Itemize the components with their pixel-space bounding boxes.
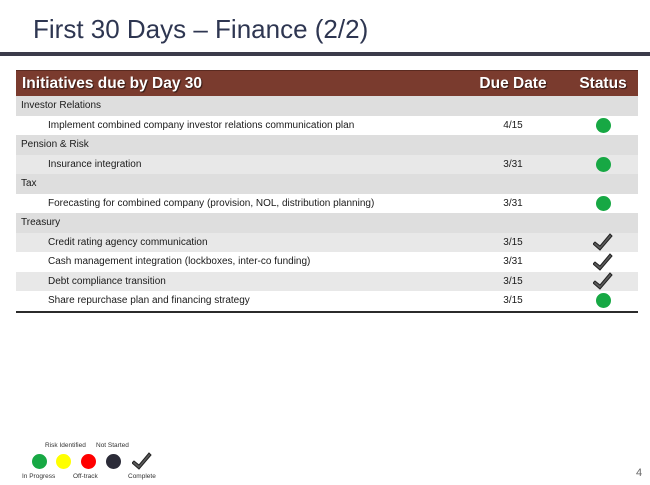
- complete-check-icon: [593, 272, 613, 290]
- legend-off-track-dot: [81, 454, 96, 469]
- legend-label-off-track: Off-track: [73, 473, 98, 480]
- legend-label-risk-identified: Risk Identified: [45, 442, 86, 449]
- title-divider: [0, 52, 650, 56]
- status-cell: [568, 196, 638, 211]
- category-row: [16, 96, 638, 116]
- due-date: 3/31: [503, 197, 523, 209]
- category-row: [16, 213, 638, 233]
- in-progress-status-dot: [596, 157, 611, 172]
- status-cell: [568, 272, 638, 290]
- due-date: 3/15: [503, 236, 523, 248]
- category-label: Tax: [21, 178, 37, 190]
- in-progress-status-dot: [596, 118, 611, 133]
- legend-label-in-progress: In Progress: [22, 473, 56, 480]
- status-cell: [568, 118, 638, 133]
- category-label: Investor Relations: [21, 100, 102, 112]
- category-row: [16, 135, 638, 155]
- category-label: Treasury: [21, 217, 61, 229]
- status-cell: [568, 253, 638, 271]
- legend-not-started-dot: [106, 454, 121, 469]
- status-cell: [568, 233, 638, 251]
- due-date: 3/15: [503, 275, 523, 287]
- initiatives-table: [16, 70, 638, 313]
- initiative-label: Share repurchase plan and financing strategy: [48, 295, 250, 307]
- table-row: [16, 194, 638, 214]
- table-body: [16, 96, 638, 311]
- legend-complete-check-icon: [132, 452, 152, 470]
- table-header: [16, 70, 638, 96]
- initiative-label: Credit rating agency communication: [48, 236, 208, 248]
- initiative-label: Debt compliance transition: [48, 275, 166, 287]
- status-cell: [568, 293, 638, 308]
- due-date: 3/31: [503, 158, 523, 170]
- complete-check-icon: [593, 253, 613, 271]
- in-progress-status-dot: [596, 196, 611, 211]
- page-number: 4: [636, 467, 643, 479]
- table-row: [16, 233, 638, 253]
- header-due-date: Due Date: [479, 74, 547, 92]
- due-date: 3/15: [503, 295, 523, 307]
- header-initiatives: Initiatives due by Day 30: [22, 74, 203, 92]
- due-date: 4/15: [503, 119, 523, 131]
- status-legend: [22, 442, 168, 482]
- table-row: [16, 291, 638, 311]
- header-status: Status: [579, 74, 627, 92]
- slide-title: First 30 Days – Finance (2/2): [33, 14, 369, 44]
- status-cell: [568, 157, 638, 172]
- due-date: 3/31: [503, 256, 523, 268]
- legend-label-complete: Complete: [128, 473, 156, 480]
- initiative-label: Cash management integration (lockboxes, inter-co funding): [48, 256, 311, 268]
- legend-in-progress-dot: [32, 454, 47, 469]
- table-row: [16, 252, 638, 272]
- in-progress-status-dot: [596, 293, 611, 308]
- initiative-label: Forecasting for combined company (provision, NOL, distribution planning): [48, 197, 375, 209]
- legend-risk-identified-dot: [56, 454, 71, 469]
- initiative-label: Implement combined company investor relations communication plan: [48, 119, 355, 131]
- table-row: [16, 155, 638, 175]
- category-label: Pension & Risk: [21, 139, 89, 151]
- category-row: [16, 174, 638, 194]
- legend-label-not-started: Not Started: [96, 442, 129, 449]
- complete-check-icon: [593, 233, 613, 251]
- table-row: [16, 116, 638, 136]
- initiative-label: Insurance integration: [48, 158, 142, 170]
- table-row: [16, 272, 638, 292]
